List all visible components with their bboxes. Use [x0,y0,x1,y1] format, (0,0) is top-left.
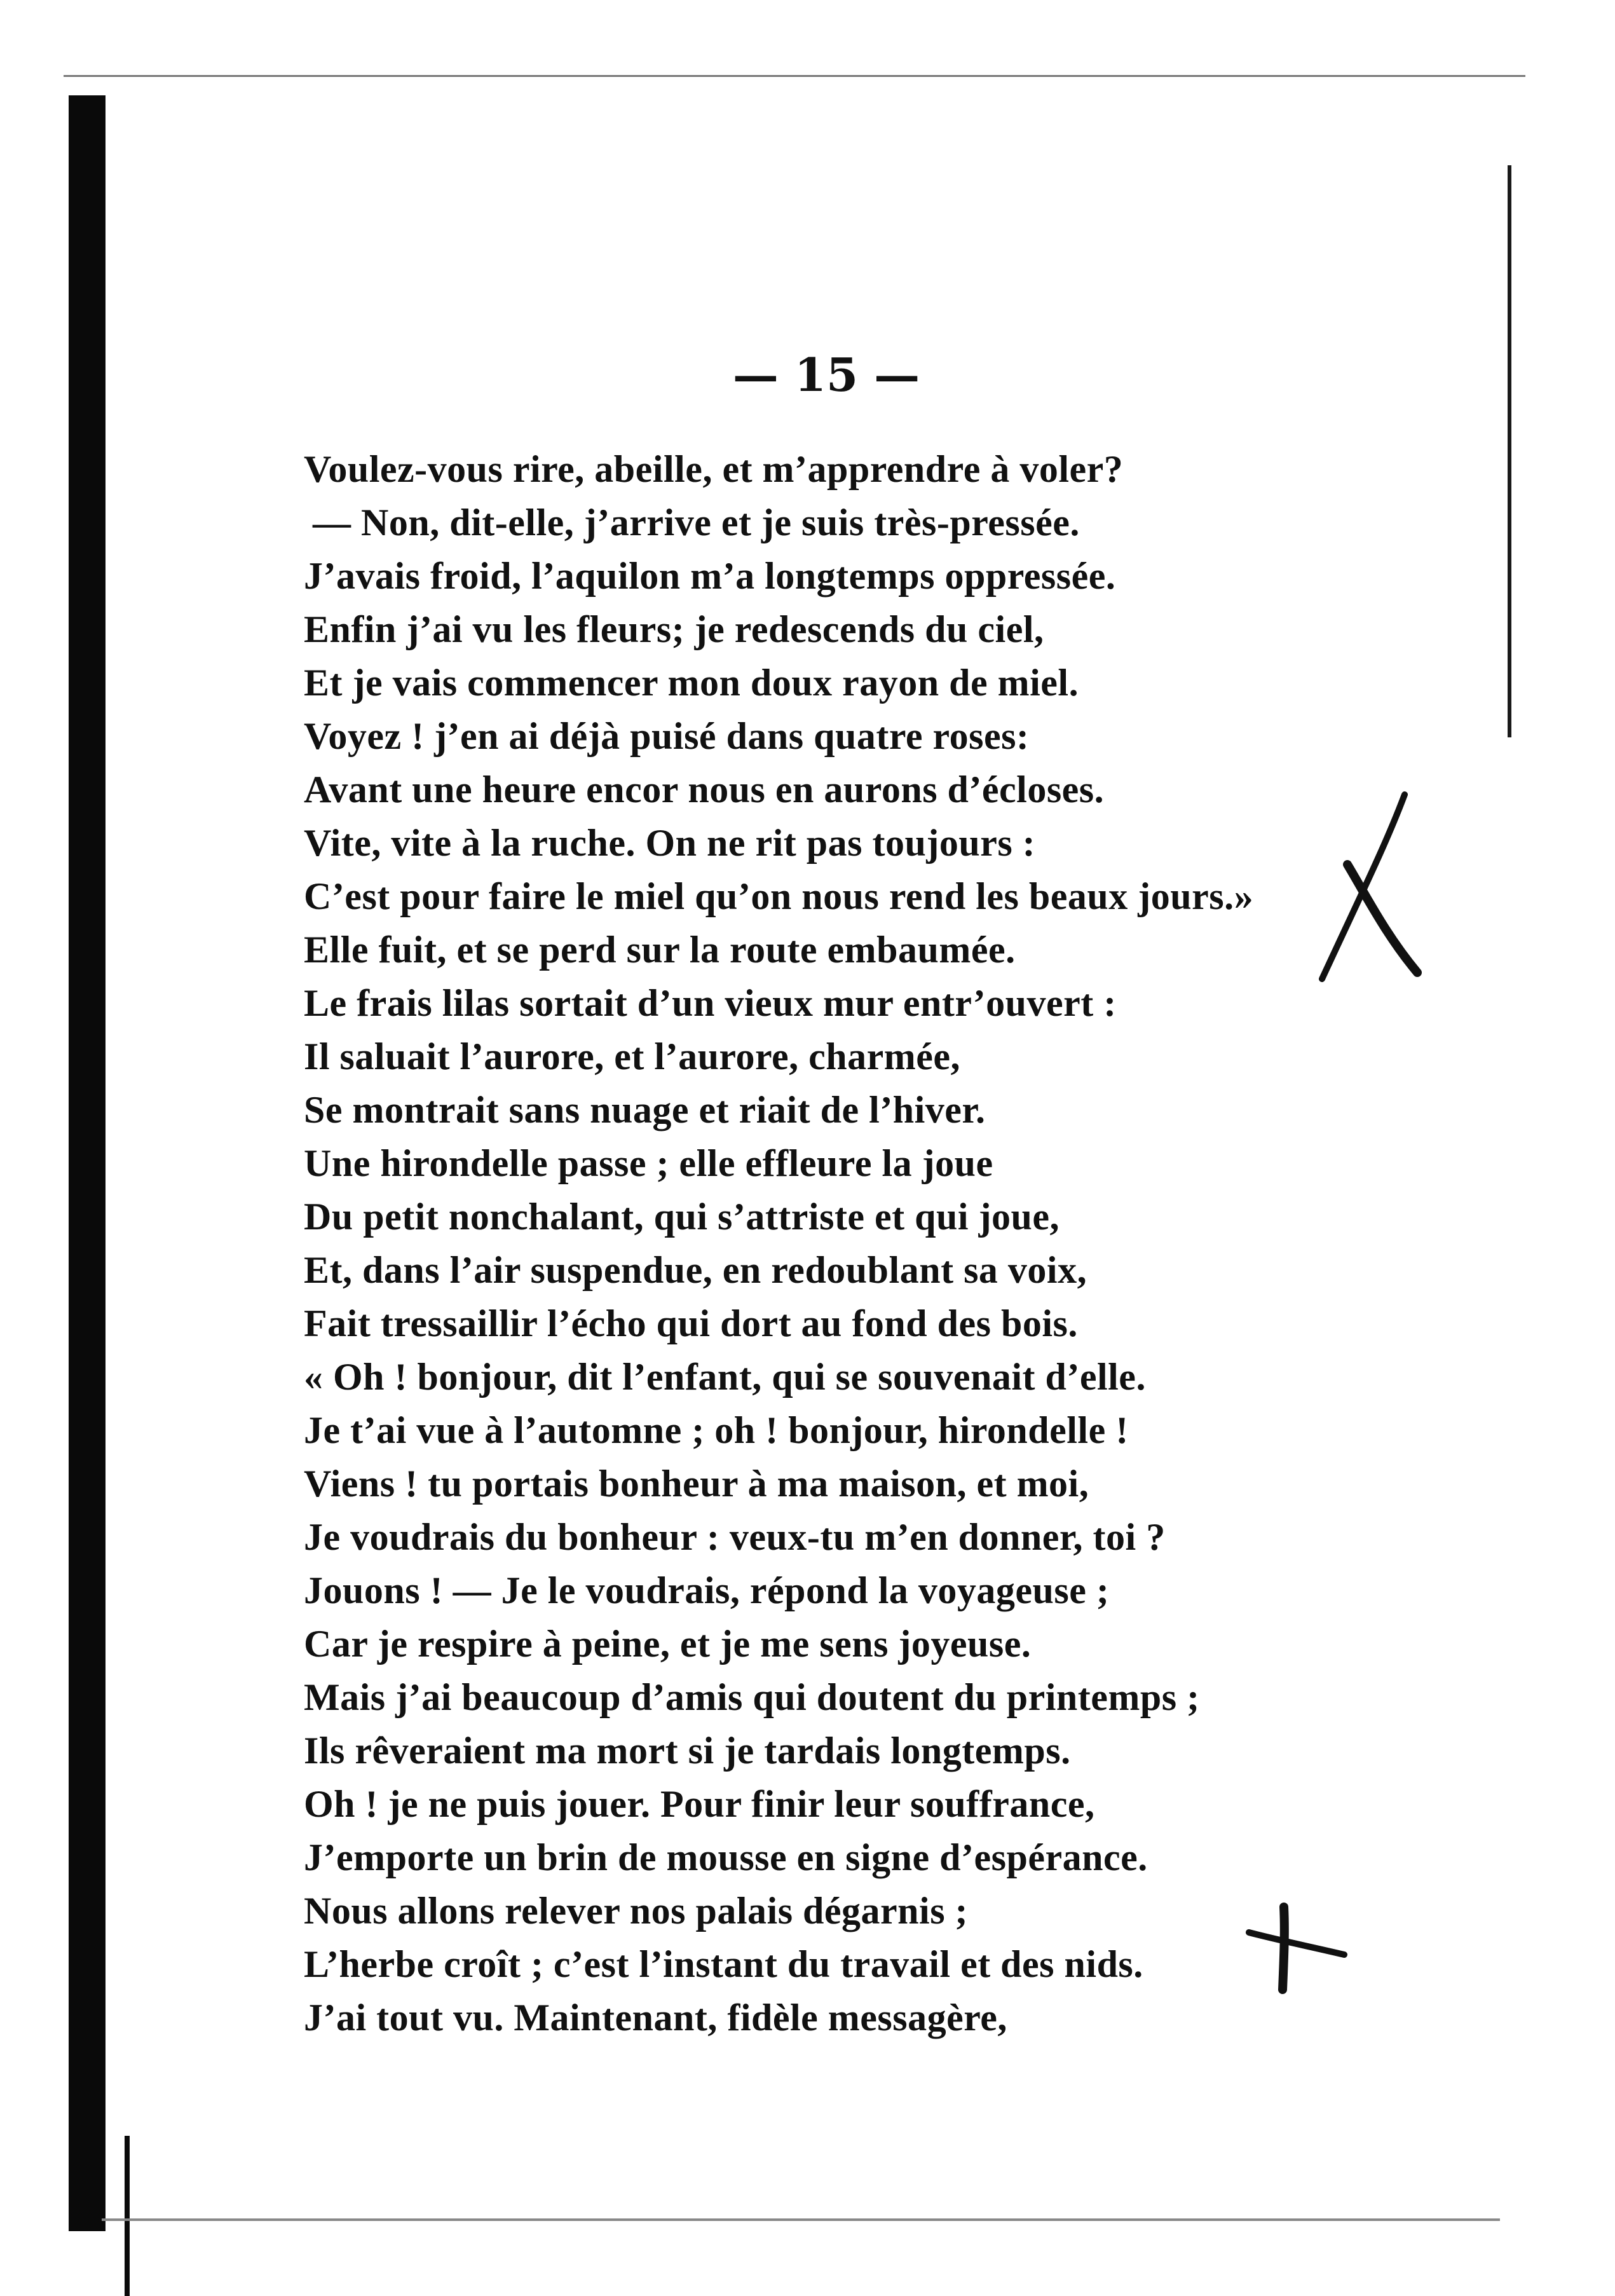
handwritten-x-mark [1309,788,1424,992]
scan-binding-shadow [69,95,106,2231]
verse-line: Oh ! je ne puis jouer. Pour finir leur souffrance, [304,1783,1095,1825]
verse-line: Le frais lilas sortait d’un vieux mur entr’ouvert : [304,982,1117,1024]
verse-line: Vite, vite à la ruche. On ne rit pas toujours : [304,822,1036,864]
verse-line: Viens ! tu portais bonheur à ma maison, et moi, [304,1463,1089,1505]
verse-line: J’emporte un brin de mousse en signe d’espérance. [304,1836,1148,1878]
scan-bottom-edge [102,2218,1500,2221]
poem-text [304,442,1253,2044]
verse-line: Car je respire à peine, et je me sens joyeuse. [304,1623,1032,1665]
scan-binding-line [125,2136,130,2296]
verse-line: Se montrait sans nuage et riait de l’hiver. [304,1089,986,1131]
verse-line: « Oh ! bonjour, dit l’enfant, qui se souvenait d’elle. [304,1356,1146,1398]
verse-line: Elle fuit, et se perd sur la route embaumée. [304,929,1016,971]
verse-line: Et je vais commencer mon doux rayon de miel. [304,662,1079,704]
verse-line: Jouons ! — Je le voudrais, répond la voyageuse ; [304,1569,1110,1611]
verse-line: Une hirondelle passe ; elle effleure la joue [304,1142,993,1184]
verse-line: Nous allons relever nos palais dégarnis ; [304,1890,969,1932]
scan-right-edge [1508,165,1511,737]
verse-line: Avant une heure encor nous en aurons d’écloses. [304,769,1105,810]
verse-line: Ils rêveraient ma mort si je tardais longtemps. [304,1730,1071,1772]
verse-line: L’herbe croît ; c’est l’instant du travail et des nids. [304,1943,1143,1985]
verse-line: J’avais froid, l’aquilon m’a longtemps oppressée. [304,555,1116,597]
scan-top-edge [64,75,1525,77]
verse-line: Mais j’ai beaucoup d’amis qui doutent du printemps ; [304,1676,1200,1718]
verse-line: Fait tressaillir l’écho qui dort au fond des bois. [304,1302,1078,1344]
verse-line: C’est pour faire le miel qu’on nous rend les beaux jours.» [304,875,1254,917]
verse-line: Je voudrais du bonheur : veux-tu m’en donner, toi ? [304,1516,1166,1558]
handwritten-cross-mark [1246,1901,1347,1996]
verse-line: J’ai tout vu. Maintenant, fidèle messagère, [304,1997,1007,2039]
verse-line: Je t’ai vue à l’automne ; oh ! bonjour, hirondelle ! [304,1409,1129,1451]
verse-line: — Non, dit-elle, j’arrive et je suis très-pressée. [313,502,1080,543]
verse-line: Voyez ! j’en ai déjà puisé dans quatre roses: [304,715,1030,757]
verse-line: Enfin j’ai vu les fleurs; je redescends du ciel, [304,608,1044,650]
verse-line: Et, dans l’air suspendue, en redoublant sa voix, [304,1249,1087,1291]
verse-line: Il saluait l’aurore, et l’aurore, charmée, [304,1035,961,1077]
page-number: — 15 — [732,348,920,402]
verse-line: Voulez-vous rire, abeille, et m’apprendre à voler? [304,448,1124,490]
verse-line: Du petit nonchalant, qui s’attriste et qui joue, [304,1196,1060,1238]
